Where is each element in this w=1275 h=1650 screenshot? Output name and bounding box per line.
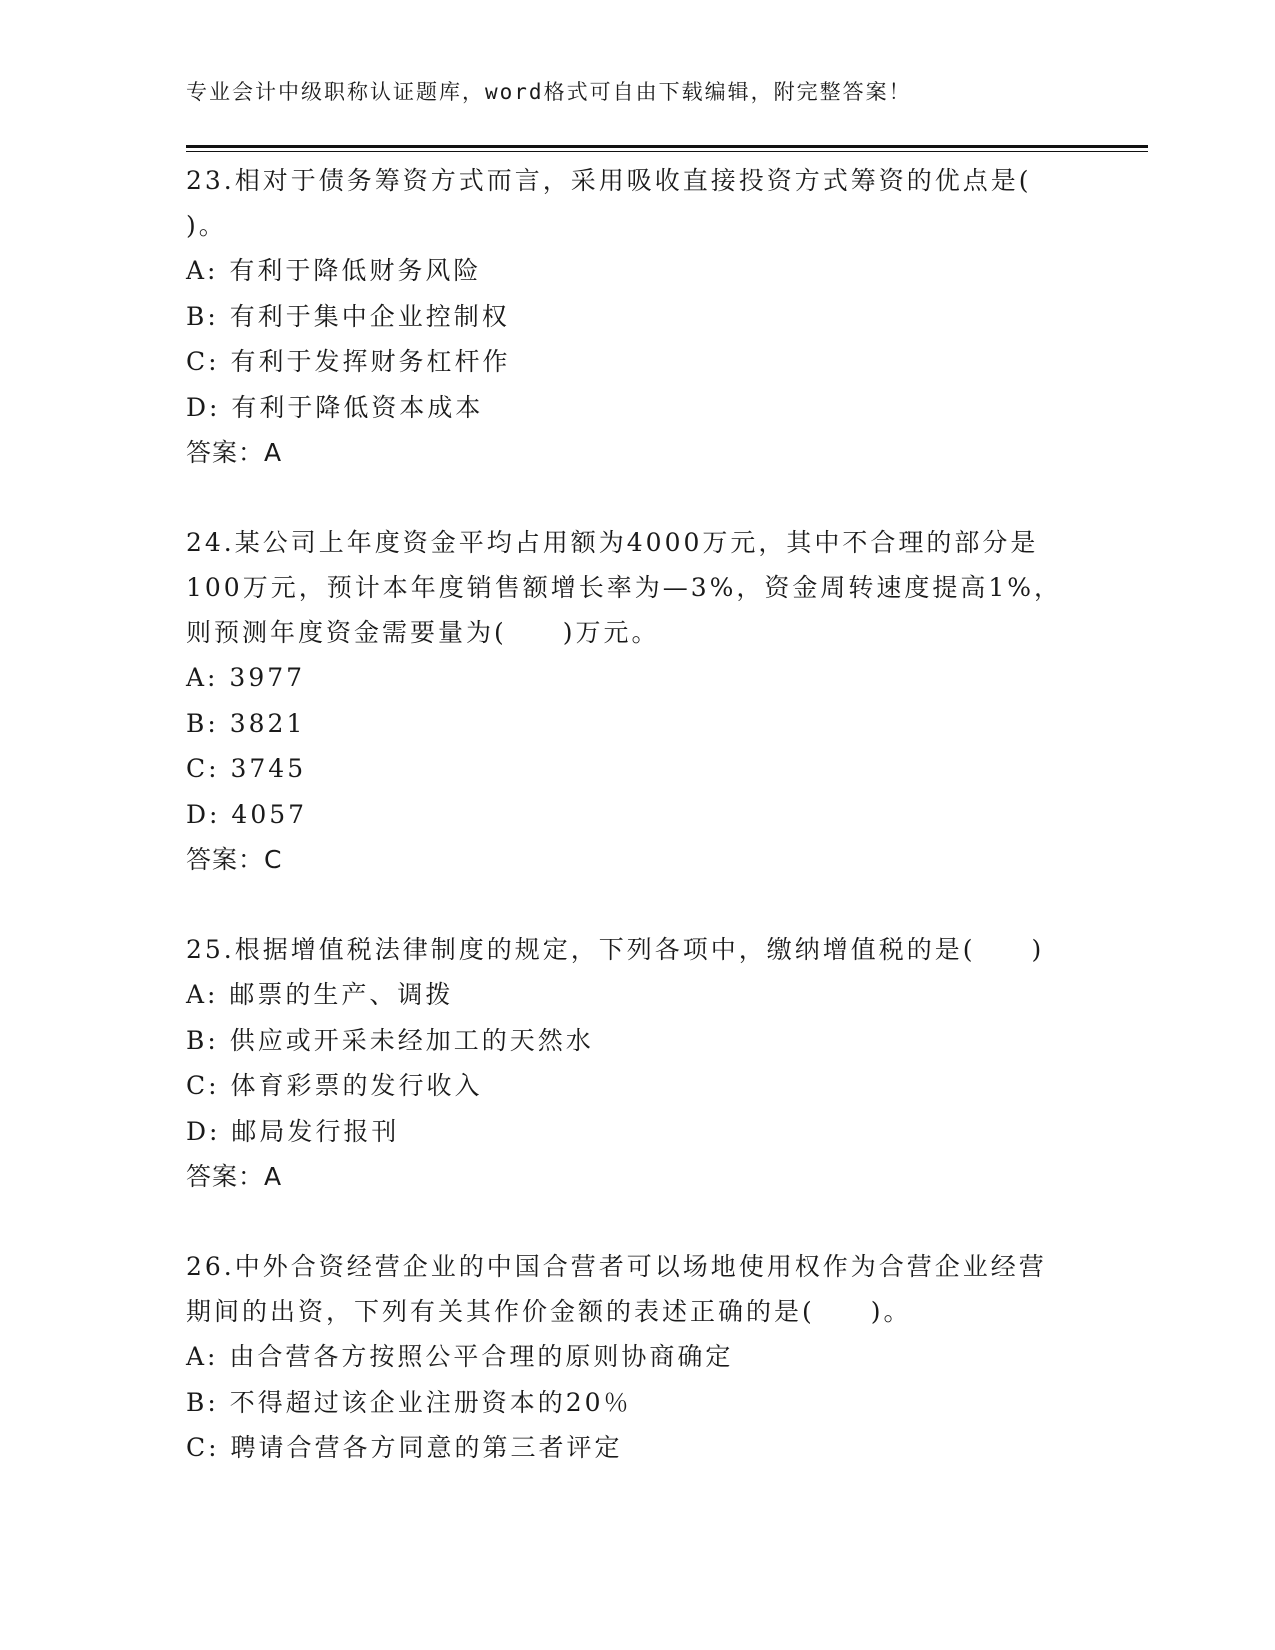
question-stem: 25.根据增值税法律制度的规定，下列各项中，缴纳增值税的是( ): [186, 935, 1045, 964]
option-d: D: 有利于降低资本成本: [186, 392, 484, 422]
option-d: D: 邮局发行报刊: [186, 1116, 400, 1146]
option-c: C: 体育彩票的发行收入: [186, 1071, 483, 1100]
option-a: A: 由合营各方按照公平合理的原则协商确定: [186, 1342, 734, 1371]
option-d: D: 4057: [186, 799, 308, 829]
option-a: A: 有利于降低财务风险: [186, 256, 482, 285]
answer-line: 答案：C: [186, 845, 283, 874]
question-26: [186, 1244, 1106, 1471]
option-b: B: 不得超过该企业注册资本的20％: [186, 1387, 632, 1417]
answer-line: 答案：A: [186, 1162, 283, 1191]
header-rule-thick: [186, 145, 1148, 148]
option-c: C: 有利于发挥财务杠杆作: [186, 347, 511, 376]
question-gap: [186, 475, 1106, 520]
option-a: A: 3977: [186, 663, 306, 692]
page-header: 专业会计中级职称认证题库，word格式可自由下载编辑，附完整答案！: [186, 80, 912, 104]
option-b: B: 有利于集中企业控制权: [186, 301, 510, 331]
question-25: [186, 927, 1106, 1199]
option-c: C: 聘请合营各方同意的第三者评定: [186, 1433, 623, 1462]
question-stem: 24.某公司上年度资金平均占用额为4000万元，其中不合理的部分是 100万元，预计本年度销售额增长率为—3%，资金周转速度提高1%， 则预测年度资金需要量为( )万元。: [186, 528, 1063, 647]
option-c: C: 3745: [186, 754, 307, 783]
option-b: B: 供应或开采未经加工的天然水: [186, 1025, 594, 1055]
header-rule-thin: [186, 151, 1148, 152]
question-24: [186, 520, 1106, 882]
question-list: [186, 158, 1106, 1471]
answer-line: 答案：A: [186, 438, 283, 467]
option-a: A: 邮票的生产、调拨: [186, 980, 454, 1009]
question-23: [186, 158, 1106, 475]
question-gap: [186, 1199, 1106, 1244]
option-b: B: 3821: [186, 708, 306, 738]
question-stem: 26.中外合资经营企业的中国合营者可以场地使用权作为合营企业经营 期间的出资，下列有关其作价金额的表述正确的是( )。: [186, 1252, 1047, 1326]
question-stem: 23.相对于债务筹资方式而言，采用吸收直接投资方式筹资的优点是( )。: [186, 166, 1032, 240]
question-gap: [186, 882, 1106, 927]
